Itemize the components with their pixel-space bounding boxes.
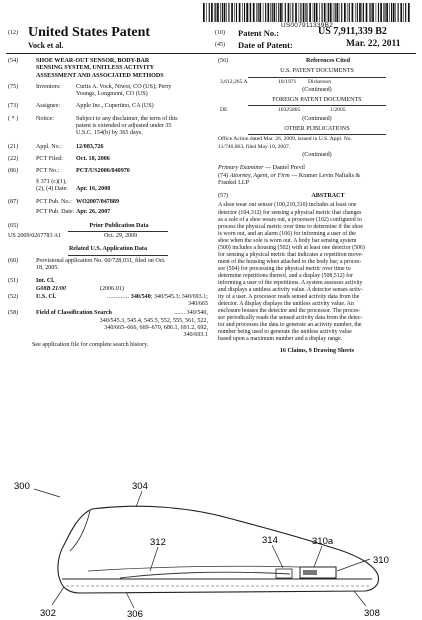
field-label: Inventors: (36, 83, 61, 90)
field-code: (54) (8, 58, 19, 64)
barcode-bar (203, 3, 205, 22)
barcode-bar (228, 3, 229, 22)
other-publication-line: 11/746,863, filed May 10, 2007. (218, 143, 291, 150)
notice-line: U.S.C. 154(b) by 365 days. (76, 130, 143, 137)
ref-date: 1/2005 (330, 107, 346, 114)
section-rule (68, 231, 168, 232)
section-rule (248, 105, 386, 106)
continued-note: (Continued) (302, 151, 332, 158)
abstract-line: A shoe wear out sensor (100,210,310) includes at least one (218, 202, 357, 209)
inventors-field (8, 84, 208, 99)
barcode-bar (242, 3, 243, 22)
barcode-bar (253, 3, 255, 22)
pct-pub-date-value: Apr. 26, 2007 (76, 209, 111, 216)
ref-numeral: 308 (364, 608, 380, 619)
barcode-bar (328, 3, 329, 22)
patent-number: US 7,911,339 B2 (318, 26, 387, 37)
barcode-bar (291, 3, 292, 22)
provisional-line: 18, 2005. (36, 264, 59, 271)
barcode-bar (369, 3, 370, 22)
header-code-10: (10) (215, 30, 225, 36)
attorney-line: — Kramer Levin Naftalis & (291, 172, 361, 179)
barcode-bar (222, 3, 223, 22)
invention-title-line: SHOE WEAR-OUT SENSOR, BODY-BAR (36, 58, 150, 64)
date-of-patent: Mar. 22, 2011 (346, 39, 401, 49)
shoe-outline (58, 506, 379, 593)
abstract-line: determine repetitions thereof, and a display (508,512) for (218, 272, 353, 279)
leader-308 (354, 591, 366, 606)
barcode-bar (303, 3, 305, 22)
field-label: PCT No.: (36, 168, 60, 175)
header-rule (6, 53, 416, 54)
appl-no-field (8, 144, 208, 151)
ref-number: 10325805 (278, 107, 301, 114)
attorney-label: Attorney, Agent, or Firm (229, 172, 290, 179)
barcode-bar (299, 3, 300, 22)
barcode-bar (250, 3, 251, 22)
section-title: OTHER PUBLICATIONS (284, 126, 350, 133)
examiner-name: — Daniel Previl (265, 165, 306, 172)
barcode-bar (314, 3, 315, 22)
barcode-bar (276, 3, 277, 22)
field-code: (87) (8, 199, 19, 206)
barcode-bar (398, 3, 399, 22)
barcode-bar (244, 3, 245, 22)
abstract-line: detector (104,312) for sensing a physical metric that changes (218, 209, 362, 216)
section-rule (68, 255, 168, 256)
section-title: FOREIGN PATENT DOCUMENTS (272, 97, 362, 104)
leader-310 (337, 559, 370, 571)
invention-title-line: ASSESSMENT AND ASSOCIATED METHODS (36, 72, 164, 79)
right-column (218, 58, 416, 356)
barcode-bar (258, 3, 259, 22)
references-heading (218, 58, 416, 65)
barcode-bar (391, 3, 392, 22)
barcode-bar (363, 3, 364, 22)
abstract-line: tor and processes the data to generate an activity number, the (218, 322, 362, 329)
primary-examiner (218, 165, 416, 172)
barcode-bar (309, 3, 311, 22)
barcode-bar (239, 3, 241, 22)
field-code: (22) (8, 155, 19, 162)
notice-line: Subject to any disclaimer, the term of this (76, 115, 178, 122)
field-label: PCT Filed: (36, 155, 63, 162)
abstract-line: for sensing a physical metric that indicates a repetition move- (218, 251, 364, 258)
appl-no-value: 12/083,726 (76, 143, 104, 150)
pct-filed-field (8, 156, 208, 163)
leader-302 (52, 587, 64, 605)
barcode-bar (372, 3, 374, 22)
abstract-line: and displays a unitless activity value. A detector senses activ- (218, 287, 363, 294)
s371-line: (2), (4) Date: (36, 185, 68, 192)
field-code: (57) (218, 193, 229, 200)
abstract-line: ment of the housing when attached to the body bar, a proces- (218, 258, 362, 265)
abstract-line: process the physical metric over time to determine if the shoe (218, 223, 363, 230)
barcode-bar (335, 3, 336, 22)
field-of-search-line: 340/665–666, 669–670, 686.1, 691.2, 692, (104, 325, 208, 332)
notice-field (8, 116, 208, 138)
barcode-bar (306, 3, 307, 22)
barcode-bar (231, 3, 233, 22)
assignee-value: Apple Inc., Cupertino, CA (US) (76, 103, 154, 110)
us-cl-field: (52) U.S. Cl. ............. 340/540; 340/545.3; 340/693.1; (8, 293, 208, 300)
continued-note: (Continued) (302, 86, 332, 93)
assignee-field (8, 103, 208, 110)
barcode-bar (288, 3, 290, 22)
field-label: Appl. No.: (36, 143, 62, 150)
abstract-line: enclosure houses the detector and the processor. The proces- (218, 308, 361, 315)
barcode-bar (305, 3, 306, 22)
ref-number: 3,612,265 A (220, 78, 248, 85)
section-title: References Cited (305, 58, 351, 64)
barcode-bar (366, 3, 368, 22)
barcode-bar (395, 3, 396, 22)
field-code: (52) (8, 293, 19, 300)
detector-wire (120, 572, 290, 578)
provisional-field (8, 258, 208, 273)
int-cl-row (8, 286, 208, 293)
notice-line: patent is extended or adjusted under 35 (76, 123, 172, 130)
barcode-bar (347, 3, 348, 22)
section-title: U.S. PATENT DOCUMENTS (280, 68, 354, 75)
barcode-bar (327, 3, 328, 22)
field-label: PCT Pub. No.: (36, 199, 72, 206)
barcode-bar (408, 3, 410, 22)
barcode-bar (224, 3, 226, 22)
ref-name: Dickerson (308, 78, 331, 85)
barcode-bar (274, 3, 276, 22)
field-code: (65) (8, 222, 19, 229)
claims-summary: 16 Claims, 9 Drawing Sheets (279, 348, 355, 355)
barcode-bar (256, 3, 257, 22)
ref-numeral: 306 (127, 609, 143, 620)
field-of-search-line: 340/693.1 (183, 332, 208, 339)
barcode-bar (349, 3, 350, 22)
pct-pub-date-field (8, 209, 208, 216)
barcode-bar (355, 3, 356, 22)
ref-numeral: 300 (14, 481, 30, 492)
barcode-bar (220, 3, 221, 22)
field-code: (56) (218, 58, 229, 64)
field-code: (58) (8, 310, 19, 317)
abstract-line: sor periodically reads the sensed activity data from the detec- (218, 315, 363, 322)
pct-filed-value: Oct. 18, 2006 (76, 155, 110, 162)
barcode-bar (380, 3, 382, 22)
abstract-line: informing a user of the repetitions. A system assesses activity (218, 279, 363, 286)
barcode-bar (300, 3, 301, 22)
section-rule (248, 77, 386, 78)
section-title: Related U.S. Application Data (68, 246, 148, 253)
leader-304 (136, 491, 142, 507)
sensor-module-part (303, 570, 317, 575)
header-code-12: (12) (8, 30, 18, 36)
barcode-bar (313, 3, 314, 22)
field-code: (86) (8, 168, 19, 175)
field-label: Assignee: (36, 103, 61, 110)
section-title: Prior Publication Data (89, 222, 149, 229)
barcode-bar (389, 3, 390, 22)
barcode-bar (278, 3, 279, 22)
field-code: ( * ) (8, 115, 19, 122)
ref-country: DE (220, 107, 228, 114)
barcode-bar (376, 3, 377, 22)
date-of-patent-label: Date of Patent: (238, 40, 293, 50)
field-code: (73) (8, 103, 19, 110)
barcode-bar (217, 3, 219, 22)
section-title: ABSTRACT (311, 193, 345, 200)
barcode (203, 3, 411, 22)
barcode-bar (270, 3, 271, 22)
inventor-short-name: Vock et al. (28, 41, 64, 50)
see-application-note: See application file for complete search history. (32, 341, 149, 348)
barcode-bar (249, 3, 250, 22)
barcode-bar (339, 3, 340, 22)
field-code: (51) (8, 278, 19, 285)
barcode-bar (211, 3, 213, 22)
insole-line (88, 566, 300, 571)
provisional-line: Provisional application No. 60/728,031, filed on Oct. (36, 257, 166, 264)
leader-306 (126, 592, 134, 608)
prior-pub-number: US 2009/0267783 A1 (8, 233, 62, 240)
barcode-bar (405, 3, 406, 22)
field-code: (74) (218, 172, 229, 179)
barcode-bar (403, 3, 404, 22)
field-label: Int. Cl. (36, 278, 55, 285)
heel-counter (70, 511, 90, 551)
prior-publication-row (8, 233, 208, 240)
s371-date: Apr. 16, 2008 (76, 185, 111, 192)
barcode-bar (352, 3, 354, 22)
abstract-line: as a sole of a shoe wears out, a processor (102) configured to (218, 216, 362, 223)
barcode-bar (214, 3, 215, 22)
s371-line: § 371 (c)(1), (36, 178, 67, 185)
inventors-line: Youngs, Longmont, CO (US) (76, 91, 148, 98)
field-of-search-line: 340/545.3, 545.4, 545.5, 552, 555, 561, 522, (99, 317, 208, 324)
int-cl-field (8, 278, 208, 285)
barcode-bar (359, 3, 361, 22)
leader-314 (272, 545, 283, 568)
examiner-label: Primary Examiner (218, 165, 264, 172)
int-cl-date: (2006.01) (100, 285, 124, 292)
s371-field (8, 179, 208, 194)
barcode-bar (324, 3, 326, 22)
ref-numeral: 302 (40, 608, 56, 619)
leader-310a (314, 546, 322, 567)
ref-numeral: 304 (132, 481, 148, 492)
field-code: (21) (8, 143, 19, 150)
title-field (8, 58, 208, 80)
barcode-bar (209, 3, 210, 22)
prior-publication-heading (8, 223, 208, 230)
pct-no-field (8, 168, 208, 175)
prior-pub-date: Oct. 29, 2009 (104, 233, 138, 240)
barcode-bar (384, 3, 385, 22)
barcode-bar (362, 3, 363, 22)
barcode-bar (246, 3, 248, 22)
barcode-bar (319, 3, 320, 22)
barcode-bar (280, 3, 282, 22)
barcode-bar (282, 3, 283, 22)
shoe-figure (0, 475, 422, 620)
pct-no-value: PCT/US2006/040970 (76, 168, 130, 175)
barcode-bar (236, 3, 237, 22)
barcode-bar (357, 3, 358, 22)
abstract-line: is worn out, and an alarm (106) for informing a user of the (218, 230, 356, 237)
barcode-bar (295, 3, 297, 22)
field-code: (75) (8, 83, 19, 90)
field-code: (60) (8, 257, 19, 264)
leader-300 (34, 489, 60, 497)
barcode-bar (316, 3, 318, 22)
barcode-bar (215, 3, 216, 22)
barcode-number: US007911339B2 (280, 22, 334, 29)
field-label: U.S. Cl. (36, 293, 56, 300)
barcode-bar (370, 3, 371, 22)
barcode-bar (234, 3, 235, 22)
barcode-bar (265, 3, 266, 22)
barcode-bar (386, 3, 388, 22)
barcode-bar (226, 3, 227, 22)
barcode-bar (378, 3, 379, 22)
ref-numeral: 312 (150, 537, 166, 548)
barcode-bar (285, 3, 286, 22)
barcode-bar (341, 3, 342, 22)
patent-number-label: Patent No.: (238, 28, 280, 38)
us-reference-row (218, 79, 416, 86)
abstract-line: sor (504) for processing the physical metric over time to (218, 265, 351, 272)
barcode-bar (333, 3, 334, 22)
barcode-bar (344, 3, 346, 22)
attorney-line: Frankel LLP (218, 179, 249, 186)
abstract-line: (500) includes a housing (502) with at least one detector (506) (218, 244, 365, 251)
barcode-bar (400, 3, 402, 22)
ref-numeral: 310a (312, 536, 334, 547)
barcode-bar (336, 3, 338, 22)
abstract-line: ity of a user. A processor reads sensed activity data from the (218, 294, 360, 301)
barcode-bar (206, 3, 207, 22)
abstract-heading (218, 193, 416, 200)
barcode-bar (272, 3, 273, 22)
abstract-line: detector. A display displays the unitless activity value. An (218, 301, 354, 308)
ref-numeral: 310 (373, 555, 389, 566)
barcode-bar (330, 3, 332, 22)
field-of-search-line: 340/540, (186, 310, 208, 317)
invention-title-line: SENSING SYSTEM, UNITLESS ACTIVITY (36, 65, 155, 72)
barcode-bar (292, 3, 293, 22)
field-of-search: (58) Field of Classification Search ....... 340/540, (8, 310, 208, 317)
pct-pub-no-value: WO2007/047889 (76, 199, 119, 206)
ref-date: 10/1971 (278, 78, 297, 85)
field-label: Notice: (36, 115, 54, 122)
header-code-45: (45) (215, 42, 225, 48)
barcode-bar (322, 3, 323, 22)
inventors-line: Curtis A. Vock, Niwot, CO (US); Perry (76, 83, 172, 90)
left-column (8, 58, 208, 349)
pct-pub-no-field (8, 199, 208, 206)
us-cl-value: 340/540 (130, 293, 151, 300)
field-label: PCT Pub. Date: (36, 209, 75, 216)
foreign-reference-row (218, 107, 416, 114)
barcode-bar (259, 3, 261, 22)
abstract-body (218, 202, 416, 343)
us-cl-line: 340/665 (188, 301, 208, 308)
int-cl-class: G08B 21/00 (36, 285, 66, 292)
continued-note: (Continued) (302, 115, 332, 122)
attorney (218, 173, 416, 180)
barcode-bar (263, 3, 264, 22)
barcode-bar (393, 3, 395, 22)
ref-numeral: 314 (262, 535, 278, 546)
abstract-line: number being used to generate the unitless activity value (218, 329, 352, 336)
barcode-bar (383, 3, 384, 22)
other-publication (218, 136, 416, 151)
barcode-bar (267, 3, 269, 22)
other-publication-line: Office Action dated Mar. 26, 2009, issued in U.S. Appl. No. (218, 136, 352, 143)
abstract-line: shoe when the sole is worn out. A body bar sensing system (218, 237, 357, 244)
patent-type-title: United States Patent (28, 25, 151, 40)
abstract-line: based upon a maximum number and a display range. (218, 336, 343, 343)
field-label: Field of Classification Search (36, 310, 112, 317)
us-cl-rest: ; 340/545.3; 340/693.1; (150, 293, 208, 300)
